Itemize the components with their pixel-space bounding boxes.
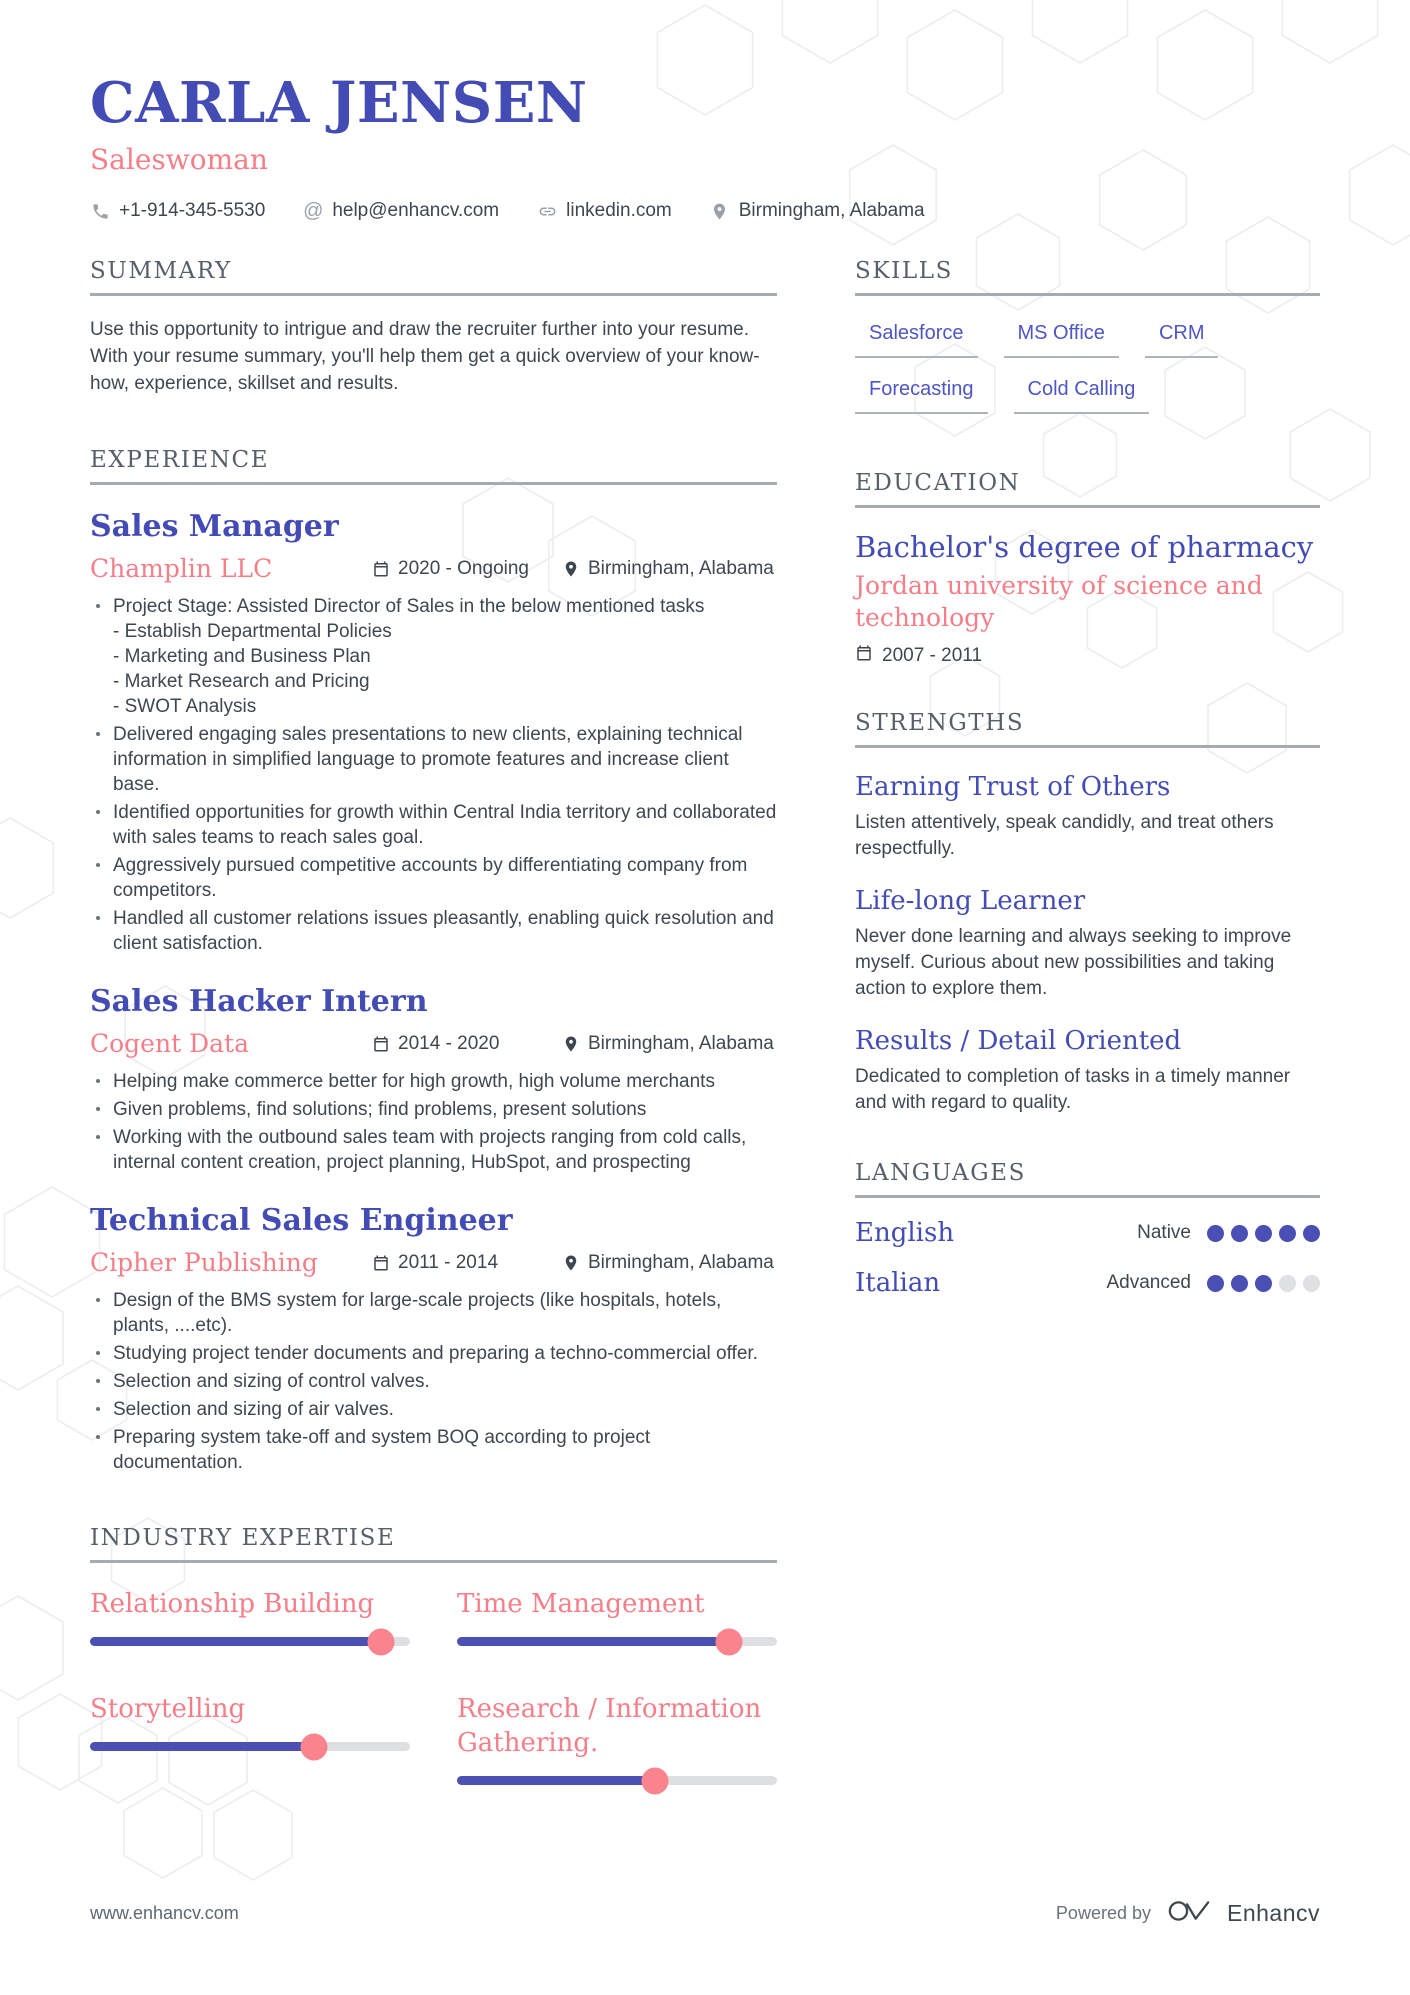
expertise-slider-track [90,1742,410,1751]
bullet-text: Given problems, find solutions; find problems, present solutions [113,1099,647,1120]
calendar-icon [855,644,873,668]
job-bullet [90,1069,777,1094]
powered-by-label: Powered by [1055,1903,1151,1923]
proficiency-dot [1303,1275,1320,1292]
language-level-group [1106,1272,1320,1294]
job-bullet [90,1288,777,1338]
contact-item [90,200,265,222]
strength-description: Listen attentively, speak candidly, and treat others respectfully. [855,812,1274,859]
bullet-text: Selection and sizing of control valves. [113,1371,430,1392]
brand-name: Enhancv [1226,1900,1320,1926]
job-location [562,1033,777,1055]
contact-text: Birmingham, Alabama [738,200,925,221]
job-date [372,1252,562,1274]
skill-tag-list [855,322,1320,414]
job-location [562,558,777,580]
bullet-text: Identified opportunities for growth within Central India territory and collaborated with sales teams to reach sales goal. [113,802,777,848]
job-entry [90,507,777,956]
location-icon [710,201,730,221]
strength-title: Results / Detail Oriented [855,1026,1182,1056]
summary-text: Use this opportunity to intrigue and draw the recruiter further into your resume. With your resume summary, you'll help them get a quick overview of your know-how, experience, skillset and results. [90,319,760,394]
calendar-icon [372,1254,390,1272]
expertise-slider-handle [642,1767,669,1794]
language-level-group [1137,1222,1320,1244]
degree-title: Bachelor's degree of pharmacy [855,530,1314,564]
powered-by-block [1056,1898,1320,1929]
content-columns [90,258,1320,1785]
expertise-item [90,1587,410,1646]
language-level: Advanced [1106,1272,1191,1293]
education-section [855,470,1320,668]
contact-item[interactable] [303,200,499,222]
company-name: Cogent Data [90,1029,249,1058]
job-bullet-list [90,1069,777,1175]
experience-heading: EXPERIENCE [90,447,777,485]
job-bullet [90,1125,777,1175]
candidate-name: CARLA JENSEN [90,70,588,136]
skill-tag: Forecasting [855,378,988,414]
experience-section [90,447,777,1475]
education-date-row [855,644,1320,668]
industry-expertise-heading: INDUSTRY EXPERTISE [90,1525,777,1563]
company-name: Cipher Publishing [90,1248,318,1277]
bullet-subline: - Market Research and Pricing [113,671,370,692]
job-list [90,507,777,1475]
language-name: English [855,1218,955,1248]
bullet-text: Preparing system take-off and system BOQ according to project documentation. [113,1427,651,1473]
strength-item [855,770,1320,862]
expertise-slider-track [457,1637,777,1646]
language-dots [1207,1225,1320,1242]
left-column [90,258,777,1785]
job-bullet [90,853,777,903]
contact-item [710,200,925,222]
bullet-text: Delivered engaging sales presentations to new clients, explaining technical information in simplified language to promote features and increase client base. [113,724,743,795]
job-bullet [90,594,777,719]
bullet-text: Project Stage: Assisted Director of Sales in the below mentioned tasks [113,596,705,617]
contact-text: linkedin.com [566,200,672,221]
job-bullet [90,906,777,956]
expertise-slider-handle [368,1628,395,1655]
expertise-slider-handle [716,1628,743,1655]
proficiency-dot [1231,1225,1248,1242]
strength-description: Never done learning and always seeking to improve myself. Curious about new possibilities and taking action to explore them. [855,926,1292,999]
expertise-label: Storytelling [90,1694,246,1724]
contact-text: +1-914-345-5530 [119,200,266,221]
job-date-text: 2014 - 2020 [398,1032,500,1054]
proficiency-dot [1207,1275,1224,1292]
expertise-label: Time Management [457,1589,705,1619]
proficiency-dot [1279,1225,1296,1242]
skills-heading: SKILLS [855,258,1320,296]
expertise-slider-grid [90,1587,777,1785]
job-bullet [90,1369,777,1394]
skill-tag: Salesforce [855,322,978,358]
bullet-text: Studying project tender documents and preparing a techno-commercial offer. [113,1343,758,1364]
bullet-subline: - Marketing and Business Plan [113,646,371,667]
resume-header [90,72,1320,222]
languages-heading: LANGUAGES [855,1160,1320,1198]
language-list [855,1218,1320,1298]
proficiency-dot [1231,1275,1248,1292]
bullet-subline: - Establish Departmental Policies [113,621,392,642]
education-heading: EDUCATION [855,470,1320,508]
strengths-section [855,710,1320,1116]
language-row [855,1218,1320,1248]
skill-tag: CRM [1145,322,1219,358]
language-level: Native [1137,1222,1191,1243]
bullet-text: Handled all customer relations issues pleasantly, enabling quick resolution and client satisfaction. [113,908,774,954]
strength-title: Earning Trust of Others [855,772,1171,802]
page-footer [90,1898,1320,1929]
job-date-text: 2011 - 2014 [398,1251,499,1273]
summary-heading: SUMMARY [90,258,777,296]
job-bullet-list [90,594,777,956]
right-column [855,258,1320,1785]
bullet-text: Working with the outbound sales team with projects ranging from cold calls, internal content creation, project planning, HubSpot, and prospecting [113,1127,747,1173]
job-date [372,558,562,580]
job-title: Sales Manager [90,509,339,544]
location-icon [562,1254,580,1272]
expertise-slider-handle [301,1733,328,1760]
job-bullet-list [90,1288,777,1475]
job-meta-row [90,1027,777,1060]
strength-item [855,1024,1320,1116]
bullet-text: Selection and sizing of air valves. [113,1399,394,1420]
job-location-text: Birmingham, Alabama [588,557,774,579]
location-icon [562,560,580,578]
contact-text: help@enhancv.com [332,200,500,221]
expertise-slider-track [90,1637,410,1646]
job-bullet [90,1425,777,1475]
language-row [855,1268,1320,1298]
strength-item [855,884,1320,1002]
strengths-heading: STRENGTHS [855,710,1320,748]
job-meta-row [90,1246,777,1279]
calendar-icon [372,1035,390,1053]
proficiency-dot [1207,1225,1224,1242]
expertise-label: Relationship Building [90,1589,375,1619]
expertise-slider-fill [457,1637,729,1646]
job-title: Technical Sales Engineer [90,1203,513,1238]
expertise-slider-fill [457,1776,655,1785]
job-location-text: Birmingham, Alabama [588,1032,774,1054]
job-date-text: 2020 - Ongoing [398,557,529,579]
job-entry [90,1201,777,1475]
company-name: Champlin LLC [90,554,273,583]
candidate-job-title: Saleswoman [90,143,268,176]
bullet-text: Aggressively pursued competitive accounts by differentiating company from competitors. [113,855,748,901]
proficiency-dot [1255,1275,1272,1292]
strength-description: Dedicated to completion of tasks in a timely manner and with regard to quality. [855,1066,1291,1113]
skill-tag: MS Office [1004,322,1119,358]
proficiency-dot [1303,1225,1320,1242]
location-icon [562,1035,580,1053]
job-bullet [90,1397,777,1422]
summary-section [90,258,777,397]
language-dots [1207,1275,1320,1292]
bullet-text: Helping make commerce better for high growth, high volume merchants [113,1071,715,1092]
languages-section [855,1160,1320,1298]
expertise-slider-track [457,1776,777,1785]
expertise-slider-fill [90,1742,314,1751]
calendar-icon [372,560,390,578]
expertise-item [457,1587,777,1646]
link-icon [537,201,557,221]
strength-list [855,770,1320,1116]
bullet-subline: - SWOT Analysis [113,696,257,717]
job-location [562,1252,777,1274]
job-bullet [90,800,777,850]
job-location-text: Birmingham, Alabama [588,1251,774,1273]
education-date: 2007 - 2011 [882,645,983,666]
proficiency-dot [1279,1275,1296,1292]
job-date [372,1033,562,1055]
job-bullet [90,722,777,797]
phone-icon [90,201,110,221]
skills-section [855,258,1320,414]
contact-item[interactable] [537,200,672,222]
language-name: Italian [855,1268,941,1298]
expertise-slider-fill [90,1637,381,1646]
expertise-label: Research / Information Gathering. [457,1694,762,1758]
proficiency-dot [1255,1225,1272,1242]
job-bullet [90,1341,777,1366]
email-icon: @ [303,200,324,222]
school-name: Jordan university of science and technology [855,571,1263,632]
strength-title: Life-long Learner [855,886,1086,916]
expertise-item [90,1692,410,1785]
expertise-item [457,1692,777,1785]
bullet-text: Design of the BMS system for large-scale projects (like hospitals, hotels, plants, ....etc). [113,1290,722,1336]
job-entry [90,982,777,1175]
industry-expertise-section [90,1525,777,1785]
enhancv-logo-icon [1167,1898,1211,1929]
job-title: Sales Hacker Intern [90,984,428,1019]
contact-row [90,200,1320,222]
footer-website-link[interactable]: www.enhancv.com [90,1903,239,1923]
job-bullet [90,1097,777,1122]
skill-tag: Cold Calling [1014,378,1150,414]
job-meta-row [90,552,777,585]
